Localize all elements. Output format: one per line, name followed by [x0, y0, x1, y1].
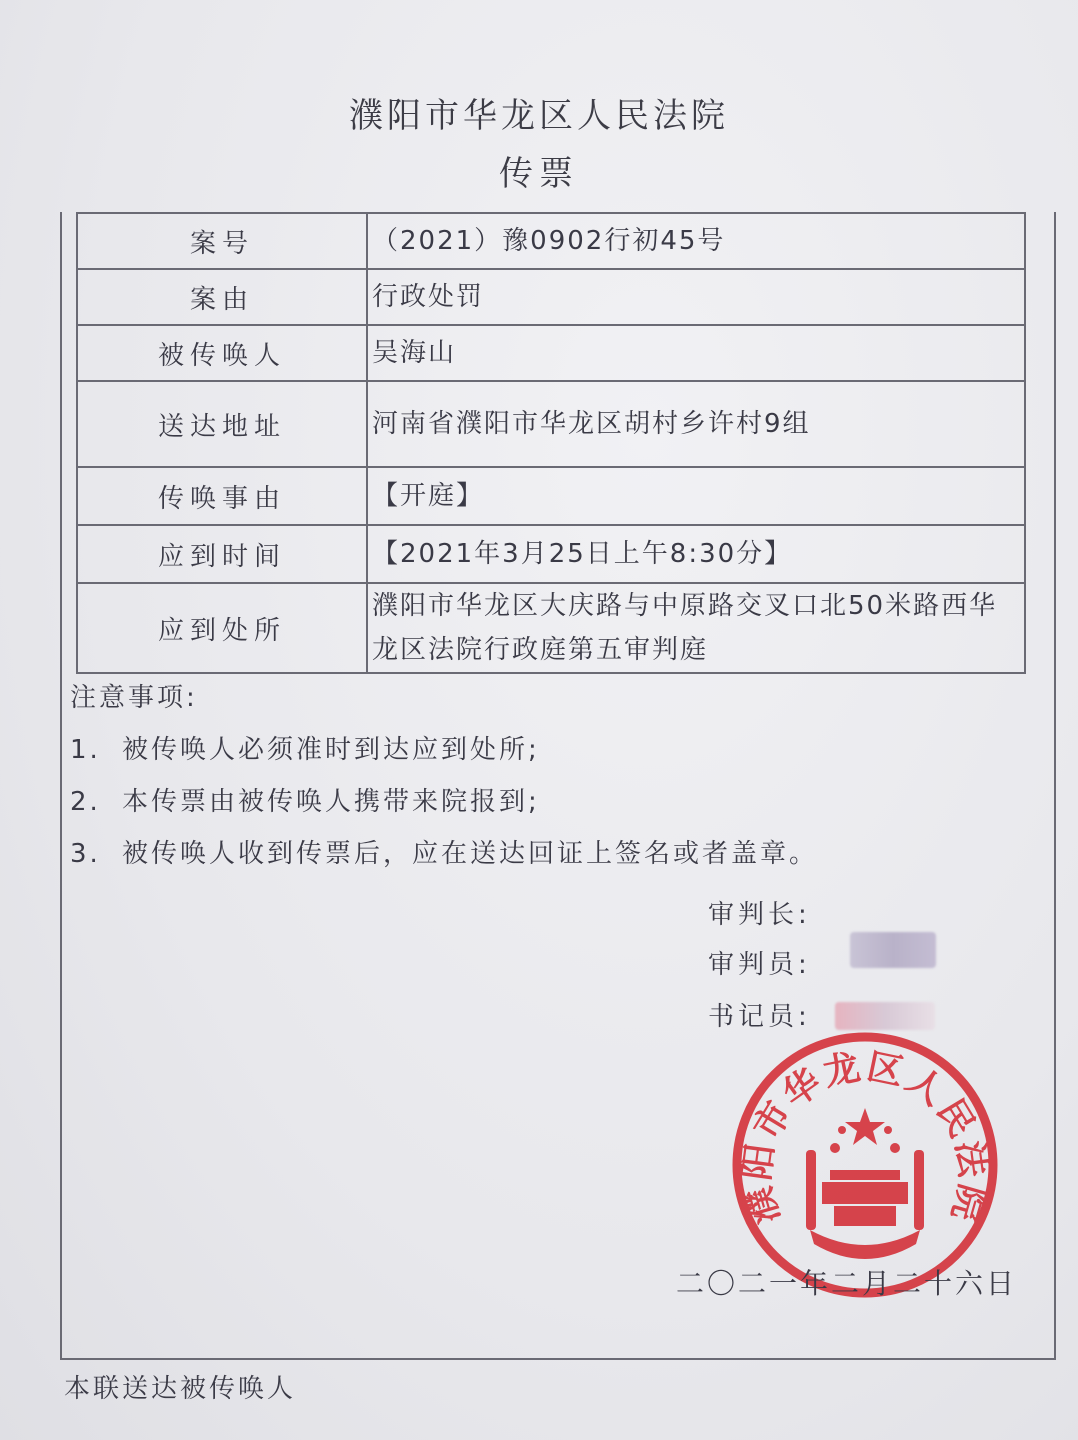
list-item-text: 本传票由被传唤人携带来院报到;: [122, 787, 540, 817]
notes-heading: 注意事项:: [70, 683, 198, 713]
list-item-number: 1.: [70, 735, 101, 765]
court-seal-stamp: [730, 1030, 1000, 1300]
table-row: [77, 213, 1025, 269]
list-item-text: 被传唤人必须准时到达应到处所;: [122, 735, 540, 765]
clerk-label: 书记员:: [708, 1002, 811, 1032]
list-item: [70, 724, 818, 776]
table-row: [77, 381, 1025, 467]
field-value-case-number: （2021）豫0902行初45号: [367, 213, 1025, 269]
field-value-case-cause: 行政处罚: [367, 269, 1025, 325]
chief-judge-label: 审判长:: [708, 900, 811, 930]
field-label-case-cause: 案由: [77, 269, 367, 325]
list-item-number: 2.: [70, 787, 101, 817]
table-row: [77, 583, 1025, 673]
field-label-reason: 传唤事由: [77, 467, 367, 525]
svg-text:濮阳市华龙区人民法院: 濮阳市华龙区人民法院: [735, 1045, 995, 1229]
field-label-time: 应到时间: [77, 525, 367, 583]
summons-info-table: [76, 212, 1026, 674]
field-label-address: 送达地址: [77, 381, 367, 467]
list-item-number: 3.: [70, 839, 101, 869]
field-label-summoned-person: 被传唤人: [77, 325, 367, 381]
table-row: [77, 467, 1025, 525]
field-value-place: 濮阳市华龙区大庆路与中原路交叉口北50米路西华龙区法院行政庭第五审判庭: [367, 583, 1025, 673]
notes-section: [70, 672, 818, 880]
redacted-judge-name: [850, 932, 936, 968]
list-item: [70, 776, 818, 828]
document-title: 传票: [499, 154, 579, 194]
field-value-time: 【2021年3月25日上午8:30分】: [367, 525, 1025, 583]
field-value-summoned-person: 吴海山: [367, 325, 1025, 381]
table-row: [77, 525, 1025, 583]
field-value-address: 河南省濮阳市华龙区胡村乡许村9组: [367, 381, 1025, 467]
field-label-case-number: 案号: [77, 213, 367, 269]
court-name: 濮阳市华龙区人民法院: [349, 96, 729, 136]
issue-date: 二〇二一年二月二十六日: [676, 1267, 1018, 1300]
field-label-place: 应到处所: [77, 583, 367, 673]
field-value-reason: 【开庭】: [367, 467, 1025, 525]
copy-recipient-note: 本联送达被传唤人: [64, 1374, 297, 1404]
judge-label: 审判员:: [708, 950, 811, 980]
redacted-clerk-name: [835, 1002, 935, 1030]
list-item-text: 被传唤人收到传票后，应在送达回证上签名或者盖章。: [122, 839, 819, 869]
table-row: [77, 325, 1025, 381]
table-row: [77, 269, 1025, 325]
list-item: [70, 828, 818, 880]
